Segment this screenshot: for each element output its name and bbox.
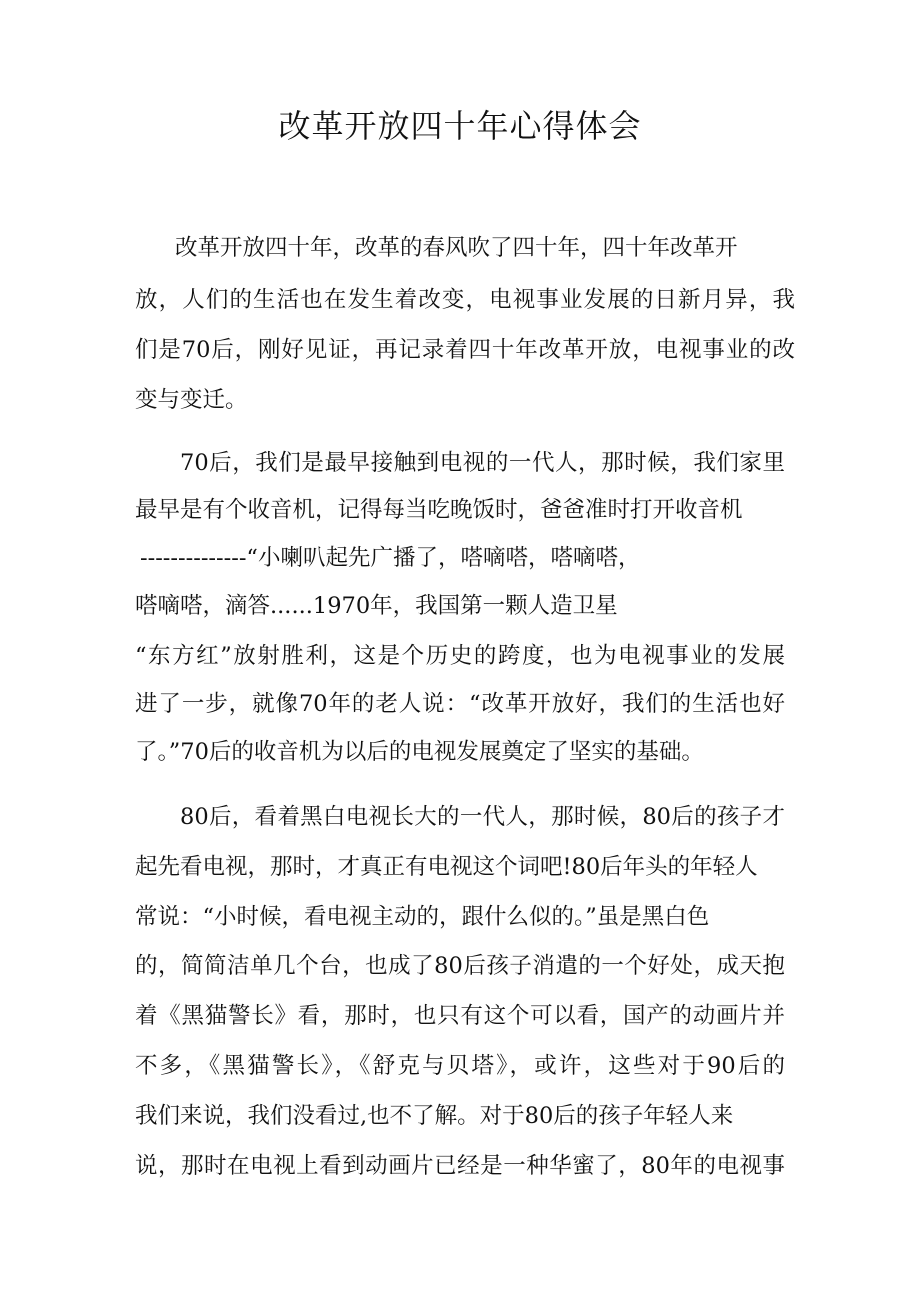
paragraph-2-line-3: --------------“小喇叭起先广播了，嗒嘀嗒，嗒嘀嗒， xyxy=(140,545,641,571)
paragraph-3-line-1: 80后，看着黑白电视长大的一代人，那时候，80后的孩子才 xyxy=(180,804,785,830)
paragraph-3-line-3: 常说：“小时候，看电视主动的，跟什么似的。”虽是黑白色 xyxy=(135,904,710,930)
paragraph-2-line-2: 最早是有个收音机，记得每当吃晚饭时，爸爸准时打开收音机 xyxy=(135,497,743,523)
paragraph-2-line-6: 进了一步，就像70年的老人说：“改革开放好，我们的生活也好 xyxy=(135,691,785,717)
paragraph-1-line-2: 放，人们的生活也在发生着改变，电视事业发展的日新月异，我 xyxy=(135,287,795,313)
paragraph-3-line-5: 着《黑猫警长》看，那时，也只有这个可以看，国产的动画片并 xyxy=(135,1003,785,1029)
paragraph-3-line-8: 说，那时在电视上看到动画片已经是一种华蜜了，80年的电视事 xyxy=(135,1153,785,1179)
document-title: 改革开放四十年心得体会 xyxy=(278,107,642,145)
paragraph-2-line-4: 嗒嘀嗒，滴答......1970年，我国第一颗人造卫星 xyxy=(135,593,618,619)
paragraph-1-line-3: 们是70后，刚好见证，再记录着四十年改革开放，电视事业的改 xyxy=(135,337,795,363)
paragraph-3-line-4: 的，简简洁单几个台，也成了80后孩子消遣的一个好处，成天抱 xyxy=(135,953,785,979)
paragraph-3-line-2: 起先看电视，那时，才真正有电视这个词吧!80后年头的年轻人 xyxy=(135,854,758,880)
paragraph-1-line-1: 改革开放四十年，改革的春风吹了四十年，四十年改革开 xyxy=(175,235,738,261)
paragraph-3-line-7: 我们来说，我们没看过,也不了解。对于80后的孩子年轻人来 xyxy=(135,1103,734,1129)
paragraph-2-line-1: 70后，我们是最早接触到电视的一代人，那时候，我们家里 xyxy=(180,450,785,476)
paragraph-3-line-6: 不多，《黑猫警长》，《舒克与贝塔》，或许，这些对于90后的 xyxy=(135,1053,785,1079)
paragraph-1-line-4: 变与变迁。 xyxy=(135,387,248,413)
paragraph-2-line-7: 了。”70后的收音机为以后的电视发展奠定了坚实的基础。 xyxy=(135,739,704,765)
paragraph-2-line-5: “东方红”放射胜利，这是个历史的跨度，也为电视事业的发展 xyxy=(135,643,785,669)
